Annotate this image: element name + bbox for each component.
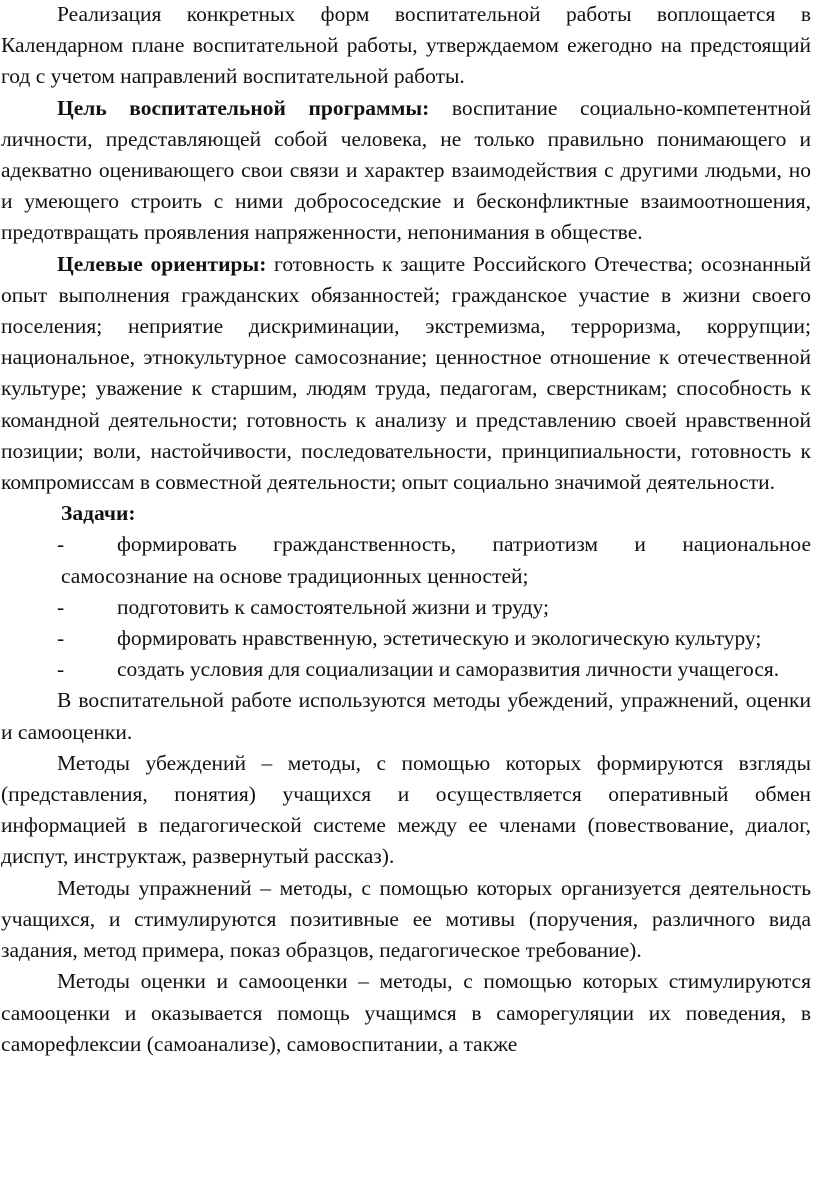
paragraph-calendar-plan: Реализация конкретных форм воспитательной работы воплощается в Календарном плане воспитательной работы, утверждаемом ежегодно на предстоящий год с учетом направлений воспитательной работы. [1, 2, 811, 89]
document-page [1, 0, 811, 1060]
paragraph-method-exercises: Методы упражнений – методы, с помощью которых организуется деятельность учащихся, и стимулируются позитивные ее мотивы (поручения, различного вида задания, метод примера, показ образцов, педагогическое требование). [1, 875, 811, 963]
paragraph-goal [1, 93, 811, 249]
task-text: формировать гражданственность, патриотизм и национальное самосознание на основе традиционных ценностей; [61, 532, 811, 588]
tasks-heading: Задачи: [61, 501, 136, 526]
goal-label: Цель воспитательной программы: [57, 95, 430, 120]
task-item [1, 623, 811, 654]
task-dash: - [57, 594, 65, 619]
task-text: формировать нравственную, эстетическую и экологическую культуру; [117, 626, 762, 651]
task-item [1, 529, 811, 591]
task-item [1, 654, 811, 685]
targets-label: Целевые ориентиры: [57, 251, 267, 276]
task-dash: - [57, 626, 65, 651]
targets-text: готовность к защите Российского Отечества; осознанный опыт выполнения гражданских обязанностей; гражданское участие в жизни своего поселения; неприятие дискриминации, экстремизма, терроризма, коррупции; национальное, этнокультурное самосознание; ценностное отношение к отечественной культуре; уважение к старшим, людям труда, педагогам, сверстникам; способность к командной деятельности; готовность к анализу и представлению своей нравственной позиции; воли, настойчивости, последовательности, принципиальности, готовность к компромиссам в совместной деятельности; опыт социально значимой деятельности. [1, 251, 811, 495]
paragraph-targets [1, 249, 811, 499]
task-dash: - [57, 532, 65, 557]
task-text: создать условия для социализации и саморазвития личности учащегося. [117, 657, 780, 682]
task-dash: - [57, 657, 65, 682]
paragraph-method-persuasion: Методы убеждений – методы, с помощью которых формируются взгляды (представления, понятия) учащихся и осуществляется оперативный обмен информацией в педагогической системе между ее членами (повествование, диалог, диспут, инструктаж, развернутый рассказ). [1, 750, 811, 869]
paragraph-methods-intro: В воспитательной работе используются методы убеждений, упражнений, оценки и самооценки. [1, 688, 811, 744]
task-item [1, 592, 811, 623]
task-text: подготовить к самостоятельной жизни и труду; [117, 594, 549, 619]
paragraph-method-assessment: Методы оценки и самооценки – методы, с помощью которых стимулируются самооценки и оказывается помощь учащимся в саморегуляции их поведения, в саморефлексии (самоанализе), самовоспитании, а также [1, 969, 811, 1056]
goal-text: воспитание социально-компетентной личности, представляющей собой человека, не только правильно понимающего и адекватно оценивающего свои связи и характер взаимодействия с другими людьми, но и умеющего строить с ними добрососедские и бесконфликтные взаимоотношения, предотвращать проявления напряженности, непонимания в обществе. [1, 95, 811, 245]
